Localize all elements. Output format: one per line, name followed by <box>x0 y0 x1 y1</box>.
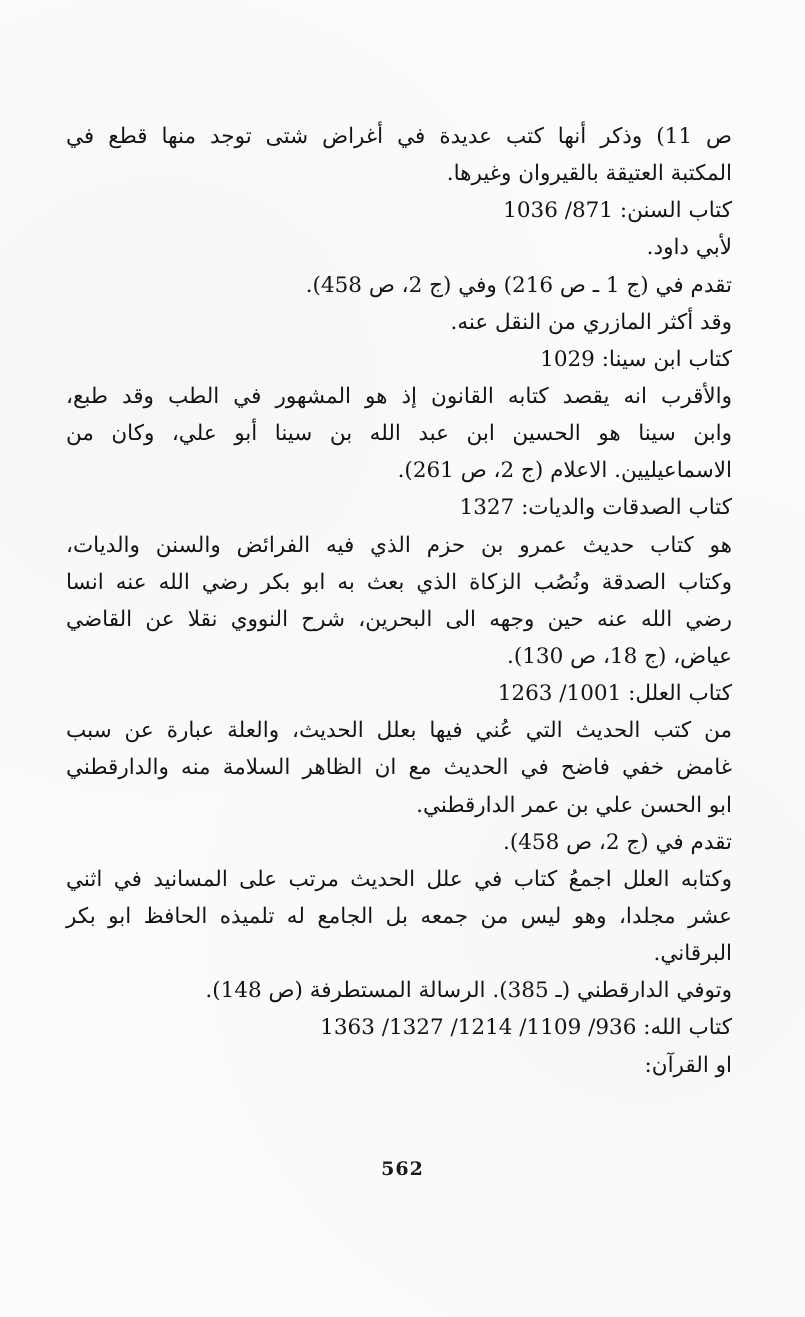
body-text <box>66 118 732 1084</box>
text-line: كتاب ابن سينا: 1029 <box>540 346 732 372</box>
text-line: وقد أكثر المازري من النقل عنه. <box>450 309 732 335</box>
text-line: والأقرب انه يقصد كتابه القانون إذ هو المشهور في الطب وقد طبع، <box>66 383 732 409</box>
text-line: تقدم في (ج 1 ـ ص 216) وفي (ج 2، ص 458). <box>305 272 732 298</box>
text-line: المكتبة العتيقة بالقيروان وغيرها. <box>446 161 732 187</box>
text-line: الاسماعيليين. الاعلام (ج 2، ص 261). <box>397 458 732 484</box>
text-line: عياض، (ج 18، ص 130). <box>507 643 732 669</box>
text-line: البرقاني. <box>653 941 732 967</box>
text-line: وتوفي الدارقطني (ـ 385). الرسالة المستطرفة (ص 148). <box>205 978 732 1004</box>
page-number: 562 <box>381 1158 424 1180</box>
text-line: او القرآن: <box>644 1052 732 1078</box>
text-line: هو كتاب حديث عمرو بن حزم الذي فيه الفرائض والسنن والديات، <box>66 532 732 558</box>
text-line: غامض خفي فاضح في الحديث مع ان الظاهر السلامة منه والدارقطني <box>66 755 732 781</box>
text-line: رضي الله عنه حين وجهه الى البحرين، شرح النووي نقلا عن القاضي <box>66 606 732 632</box>
text-line: من كتب الحديث التي عُني فيها بعلل الحديث، والعلة عبارة عن سبب <box>66 718 732 744</box>
text-line: تقدم في (ج 2، ص 458). <box>502 829 732 855</box>
text-line: كتاب العلل: 1001/ 1263 <box>497 681 732 707</box>
text-line: عشر مجلدا، وهو ليس من جمعه بل الجامع له تلميذه الحافظ ابو بكر <box>66 903 732 929</box>
text-line: وكتاب الصدقة ونُصُب الزكاة الذي بعث به ابو بكر رضي الله عنه انسا <box>66 569 732 595</box>
text-line: وابن سينا هو الحسين ابن عبد الله بن سينا أبو علي، وكان من <box>66 421 732 447</box>
text-line: لأبي داود. <box>646 235 732 261</box>
text-line: ابو الحسن علي بن عمر الدارقطني. <box>416 792 732 818</box>
text-line: وكتابه العلل اجمعُ كتاب في علل الحديث مرتب على المسانيد في اثني <box>66 866 732 892</box>
text-line: كتاب الله: 936/ 1109/ 1214/ 1327/ 1363 <box>320 1015 732 1041</box>
text-line: ص 11) وذكر أنها كتب عديدة في أغراض شتى توجد منها قطع في <box>66 124 733 149</box>
text-line: كتاب الصدقات والديات: 1327 <box>459 495 732 521</box>
text-line: كتاب السنن: 871/ 1036 <box>503 198 732 224</box>
